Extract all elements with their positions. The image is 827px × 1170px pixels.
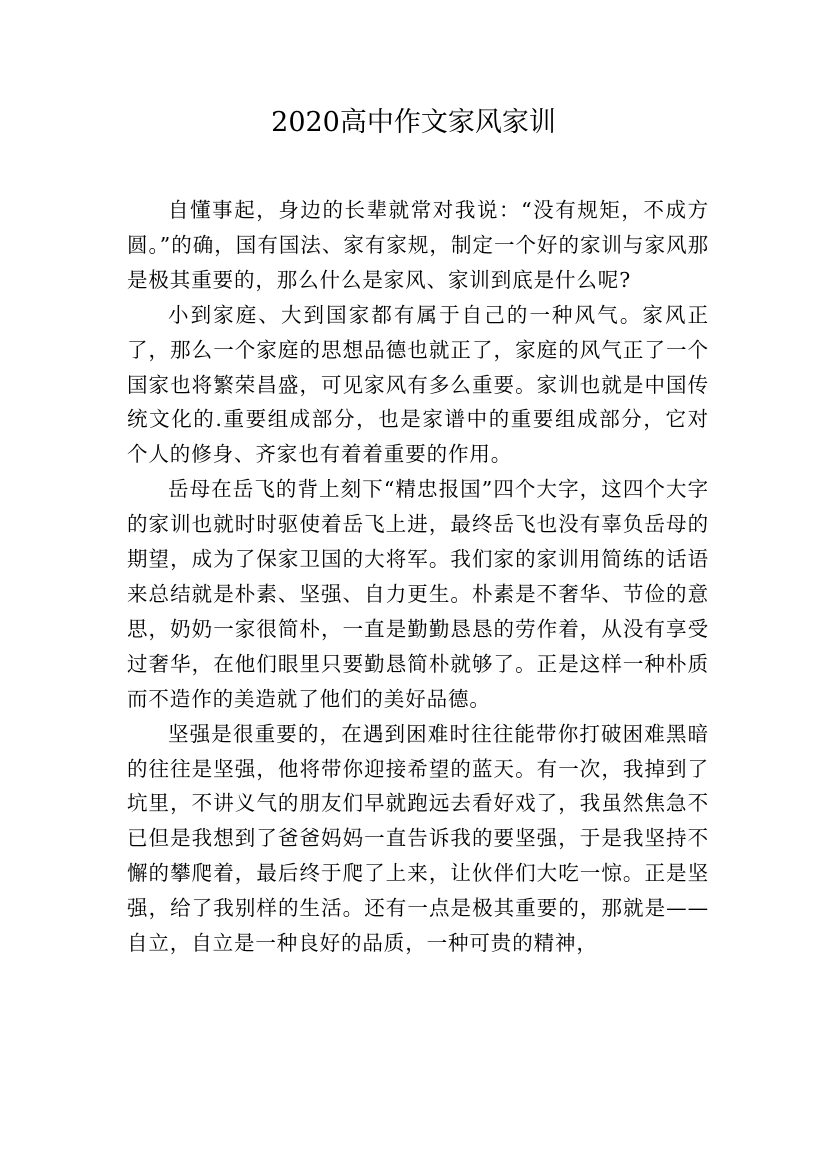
paragraph-3: 岳母在岳飞的背上刻下“精忠报国”四个大字，这四个大字的家训也就时时驱使着岳飞上进，最终岳飞也没有辜负岳母的期望，成为了保家卫国的大将军。我们家的家训用简练的话语来总结就是朴素、坚强、自力更生。朴素是不奢华、节俭的意思，奶奶一家很简朴，一直是勤勤恳恳的劳作着，从没有享受过奢华，在他们眼里只要勤恳简朴就够了。正是这样一种朴质而不造作的美造就了他们的美好品德。 [127, 477, 709, 711]
document-title: 2020高中作文家风家训 [271, 107, 556, 138]
paragraph-2: 小到家庭、大到国家都有属于自己的一种风气。家风正了，那么一个家庭的思想品德也就正了，家庭的风气正了一个国家也将繁荣昌盛，可见家风有多么重要。家训也就是中国传统文化的.重要组成部分，也是家谱中的重要组成部分，它对个人的修身、齐家也有着着重要的作用。 [127, 302, 709, 467]
paragraph-1: 自懂事起，身边的长辈就常对我说：“没有规矩，不成方圆。”的确，国有国法、家有家规，制定一个好的家训与家风那是极其重要的，那么什么是家风、家训到底是什么呢? [127, 198, 709, 292]
paragraph-4: 坚强是很重要的，在遇到困难时往往能带你打破困难黑暗的往往是坚强，他将带你迎接希望的蓝天。有一次，我掉到了坑里，不讲义气的朋友们早就跑远去看好戏了，我虽然焦急不已但是我想到了爸爸妈妈一直告诉我的要坚强，于是我坚持不懈的攀爬着，最后终于爬了上来，让伙伴们大吃一惊。正是坚强，给了我别样的生活。还有一点是极其重要的，那就是——自立，自立是一种良好的品质，一种可贵的精神， [127, 721, 709, 956]
document-body [127, 193, 709, 961]
